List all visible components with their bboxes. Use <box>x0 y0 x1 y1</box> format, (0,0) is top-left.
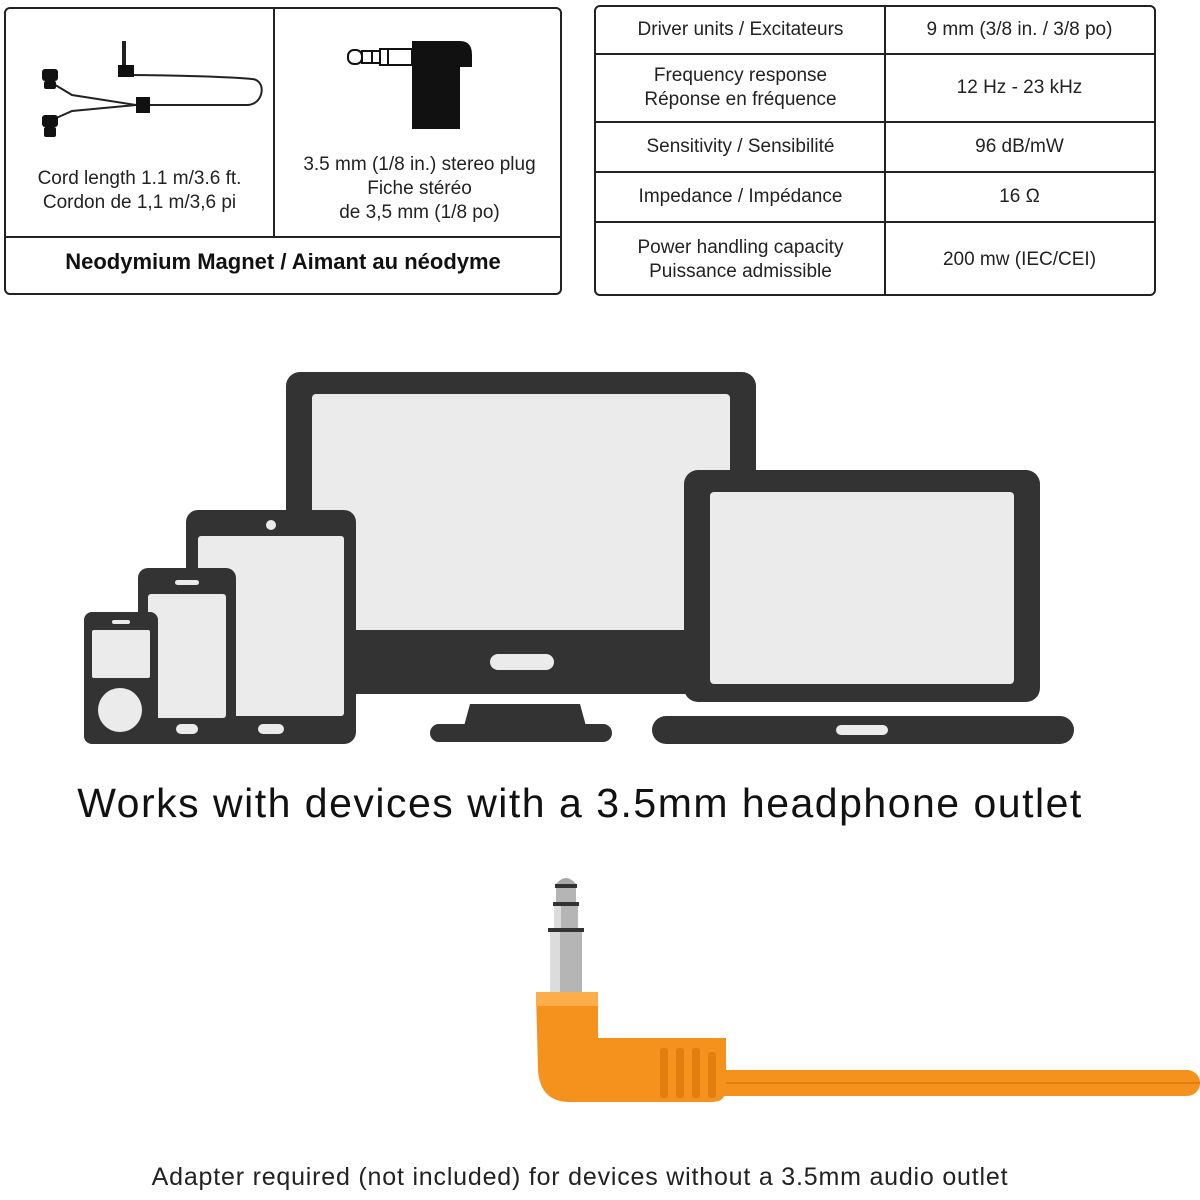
neodymium-magnet-label: Neodymium Magnet / Aimant au néodyme <box>65 249 501 274</box>
feature-divider-horizontal <box>6 236 560 238</box>
stereo-plug-fr1: Fiche stéréo <box>367 178 472 199</box>
cord-length-en: Cord length 1.1 m/3.6 ft. <box>37 168 242 189</box>
angled-plug-icon <box>342 37 482 137</box>
spec-row-frequency <box>596 55 1154 123</box>
devices-illustration <box>80 368 1080 748</box>
spec-name-line: Puissance admissible <box>649 260 832 282</box>
spec-table <box>594 5 1156 296</box>
spec-value: 9 mm (3/8 in. / 3/8 po) <box>926 19 1113 40</box>
laptop-icon <box>652 470 1074 744</box>
orange-cable-plug-icon <box>500 870 1200 1120</box>
earphones-cord-icon <box>32 35 272 145</box>
spec-name-line: Frequency response <box>653 65 828 86</box>
stereo-plug-text <box>275 153 564 225</box>
spec-name <box>596 55 885 121</box>
media-player-icon <box>84 612 158 744</box>
spec-value: 16 Ω <box>999 186 1040 207</box>
spec-name <box>596 123 885 171</box>
spec-name-line: Impedance / Impédance <box>638 186 843 207</box>
stereo-plug-fr2: de 3,5 mm (1/8 po) <box>339 202 500 223</box>
spec-value: 96 dB/mW <box>975 136 1064 157</box>
spec-name <box>596 223 885 296</box>
spec-name-line: Driver units / Excitateurs <box>637 19 844 40</box>
spec-value: 200 mw (IEC/CEI) <box>942 248 1097 270</box>
spec-row-driver <box>596 7 1154 55</box>
spec-name-line: Sensitivity / Sensibilité <box>646 136 835 157</box>
features-box <box>4 7 562 295</box>
cord-length-fr: Cordon de 1,1 m/3,6 pi <box>42 192 237 213</box>
adapter-footnote: Adapter required (not included) for devices without a 3.5mm audio outlet <box>151 1163 1009 1191</box>
spec-row-sensitivity <box>596 123 1154 173</box>
spec-name <box>596 173 885 221</box>
spec-row-impedance <box>596 173 1154 223</box>
cord-length-text <box>6 167 273 215</box>
compatibility-headline: Works with devices with a 3.5mm headphone outlet <box>77 780 1083 826</box>
stereo-plug-en: 3.5 mm (1/8 in.) stereo plug <box>303 154 536 175</box>
spec-name-line: Power handling capacity <box>637 236 844 258</box>
spec-row-power <box>596 223 1154 296</box>
spec-name <box>596 7 885 53</box>
spec-name-line: Réponse en fréquence <box>644 89 837 110</box>
spec-value: 12 Hz - 23 kHz <box>956 77 1083 98</box>
